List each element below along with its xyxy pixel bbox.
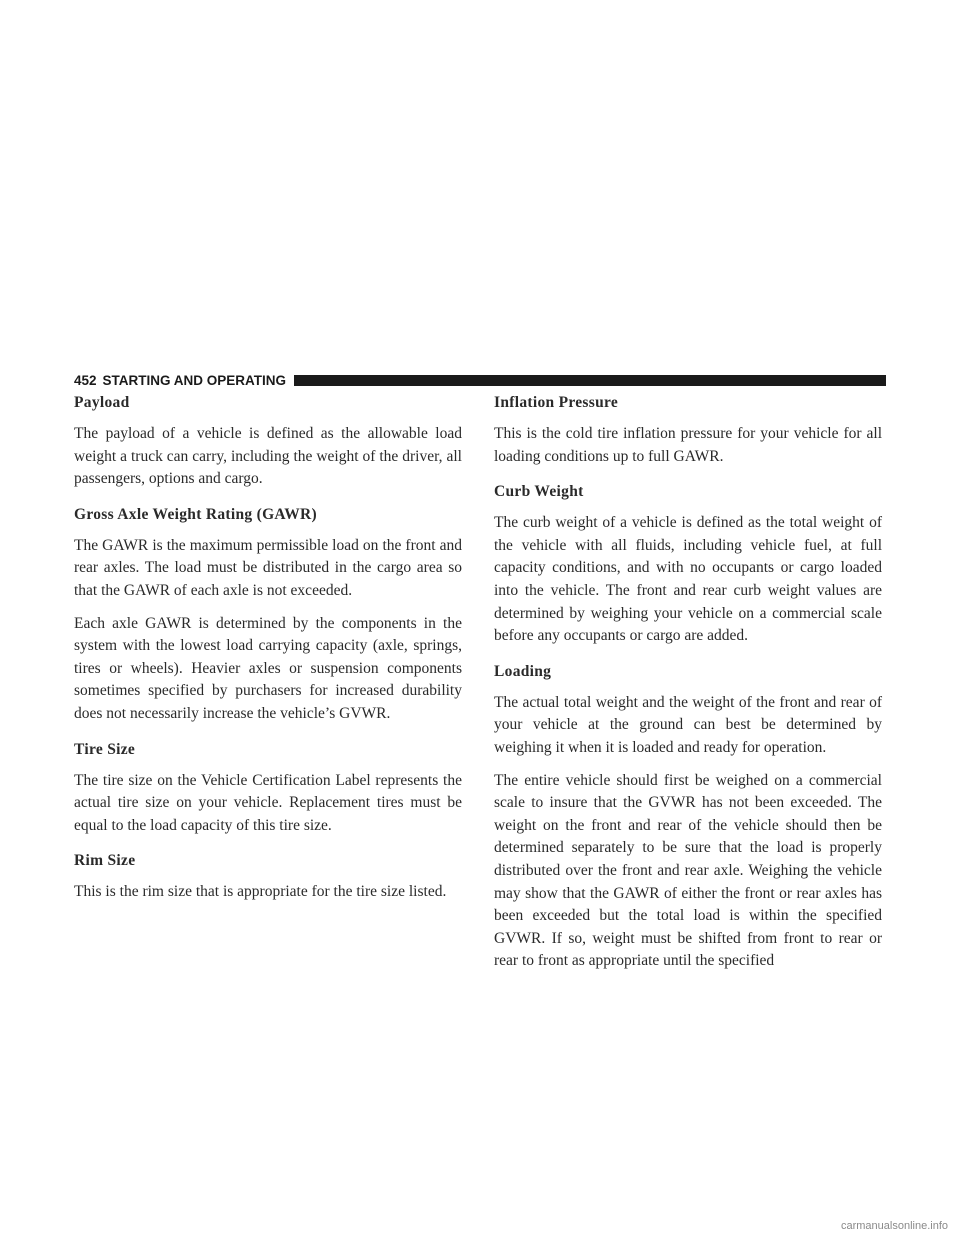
heading-gawr: Gross Axle Weight Rating (GAWR) [74, 505, 317, 523]
watermark: carmanualsonline.info [840, 1220, 948, 1232]
paragraph: This is the rim size that is appropriate for the tire size listed. [74, 883, 447, 901]
heading-tire-size: Tire Size [74, 740, 136, 758]
section-payload [74, 392, 462, 491]
heading-loading: Loading [494, 662, 552, 680]
section-loading [494, 661, 882, 973]
heading-inflation-pressure: Inflation Pressure [494, 394, 619, 411]
section-title: STARTING AND OPERATING [102, 372, 287, 388]
heading-rim-size: Rim Size [74, 852, 136, 870]
paragraph: This is the cold tire inflation pressure for your vehicle for all loading conditions up to full GAWR. [494, 425, 882, 465]
paragraph: The entire vehicle should first be weighed on a commercial scale to insure that the GVWR has not been exceeded. The weight on the front and rear of the vehicle should then be determined separately to be sure that the load is properly distributed over the front and rear axle. Weighing the vehicle may show that the GAWR of either the front or rear axles has been exceeded but the total load is within the specified GVWR. If so, weight must be shifted from front to rear or rear to front as appropriate until the specified [494, 771, 882, 970]
section-tire-size [74, 739, 462, 838]
left-column [74, 392, 462, 917]
paragraph: Each axle GAWR is determined by the components in the system with the lowest load carrying capacity (axle, springs, tires or wheels). Heavier axles or suspension components sometimes specified by purchasers for increased durability does not necessarily increase the vehicle’s GVWR. [74, 614, 462, 722]
paragraph: The GAWR is the maximum permissible load on the front and rear axles. The load must be distributed in the cargo area so that the GAWR of each axle is not exceeded. [74, 536, 462, 599]
page-header [74, 372, 886, 388]
section-gawr [74, 504, 462, 726]
paragraph: The curb weight of a vehicle is defined as the total weight of the vehicle with all fluids, including vehicle fuel, at full capacity conditions, and with no occupants or cargo loaded into the vehicle. The front and rear curb weight values are determined by weighing your vehicle on a commercial scale before any occupants or cargo are added. [494, 514, 882, 645]
header-rule [294, 375, 886, 386]
heading-payload: Payload [74, 394, 130, 411]
heading-curb-weight: Curb Weight [494, 483, 584, 501]
section-rim-size [74, 850, 462, 904]
section-inflation-pressure [494, 392, 882, 468]
section-curb-weight [494, 481, 882, 648]
paragraph: The payload of a vehicle is defined as the allowable load weight a truck can carry, including the weight of the driver, all passengers, options and cargo. [74, 425, 462, 488]
page-number: 452 [74, 372, 97, 388]
right-column [494, 392, 882, 986]
paragraph: The actual total weight and the weight of the front and rear of your vehicle at the ground can best be determined by weighing it when it is loaded and ready for operation. [494, 693, 882, 756]
paragraph: The tire size on the Vehicle Certification Label represents the actual tire size on your vehicle. Replacement tires must be equal to the load capacity of this tire size. [74, 771, 462, 834]
